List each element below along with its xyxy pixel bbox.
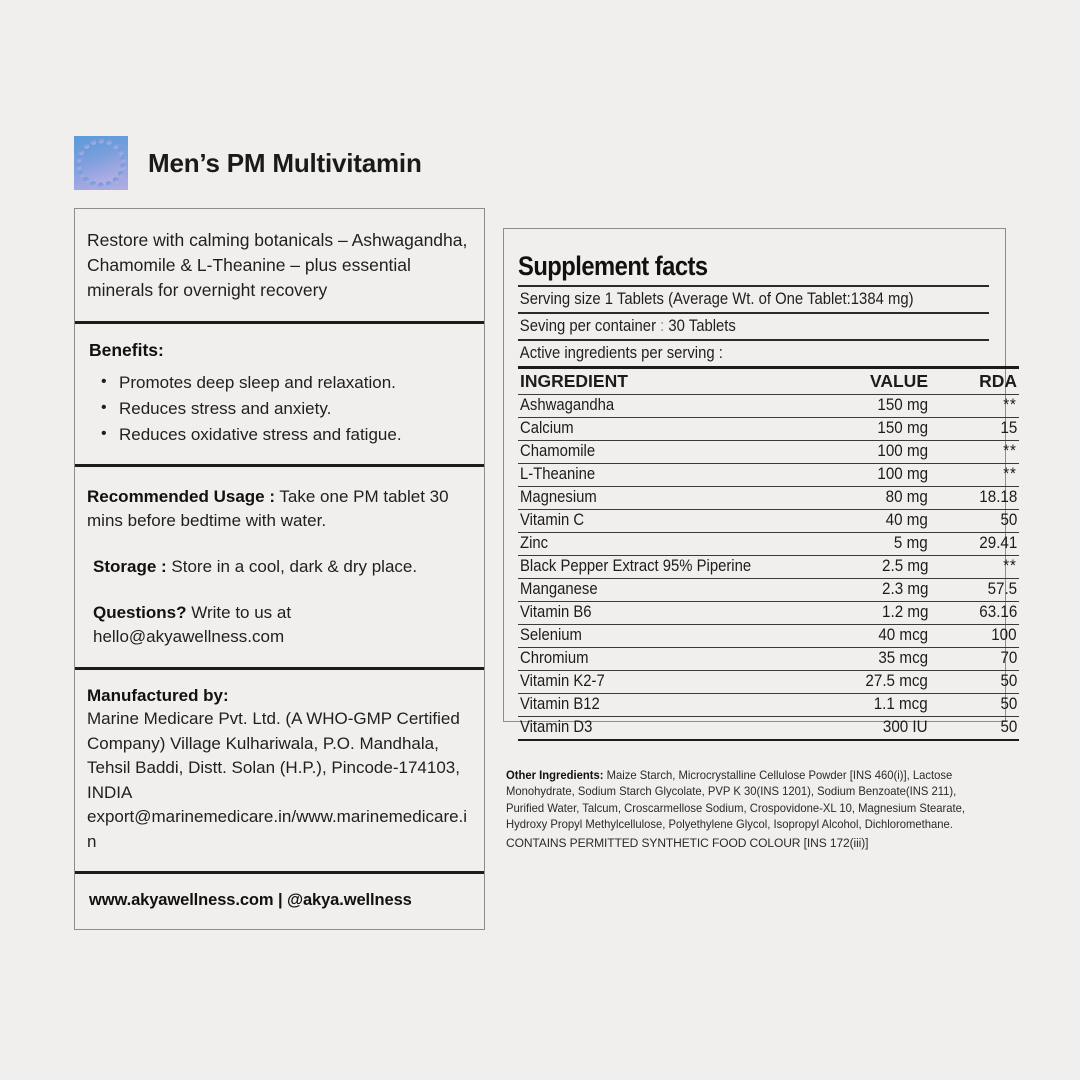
- cell-ingredient: [518, 441, 820, 464]
- ingredient-name: L-Theanine: [520, 465, 596, 483]
- table-row: [518, 441, 1019, 464]
- website-footer-section: [75, 874, 484, 929]
- ingredient-rda: **: [1003, 396, 1017, 414]
- ingredient-table: [518, 366, 1019, 741]
- ingredient-rda: 50: [1000, 672, 1017, 690]
- cell-value: [820, 556, 954, 579]
- questions-text: Write to us at hello@akyawellness.com: [93, 603, 292, 646]
- ingredient-name: Vitamin B12: [520, 695, 600, 713]
- supplement-facts-inner: [518, 251, 1017, 741]
- table-row: [518, 579, 1019, 602]
- cell-value: [820, 418, 954, 441]
- ingredient-value: 100 mg: [877, 442, 928, 460]
- ingredient-value: 2.3 mg: [881, 580, 928, 598]
- storage-label: Storage :: [93, 557, 167, 576]
- cell-ingredient: [518, 717, 820, 741]
- ingredient-value: 300 IU: [883, 718, 928, 736]
- supplement-facts-title: Supplement facts: [518, 251, 708, 281]
- recommended-usage: [87, 485, 470, 533]
- servings-label: Seving per container: [519, 317, 657, 335]
- table-body: [518, 395, 1019, 741]
- cell-ingredient: [518, 556, 820, 579]
- cell-rda: [954, 510, 1019, 533]
- benefits-section: [75, 324, 484, 467]
- table-row: [518, 717, 1019, 741]
- ingredient-rda: 70: [1000, 649, 1017, 667]
- ingredient-value: 35 mcg: [878, 649, 928, 667]
- ingredient-rda: 57.5: [987, 580, 1017, 598]
- ingredient-name: Vitamin K2-7: [520, 672, 605, 690]
- website-social-line: www.akyawellness.com | @akya.wellness: [89, 891, 412, 909]
- cell-value: [820, 648, 954, 671]
- cell-rda: [954, 418, 1019, 441]
- cell-rda: [954, 671, 1019, 694]
- cell-ingredient: [518, 671, 820, 694]
- scalloped-badge-icon: [74, 136, 128, 190]
- table-row: [518, 671, 1019, 694]
- cell-value: [820, 510, 954, 533]
- active-ingredients-line: Active ingredients per serving :: [519, 344, 723, 362]
- intro-section: [75, 209, 484, 324]
- column-header-ingredient: INGREDIENT: [518, 368, 820, 395]
- cell-ingredient: [518, 694, 820, 717]
- cell-rda: [954, 717, 1019, 741]
- cell-value: [820, 717, 954, 741]
- storage-line: [87, 555, 470, 579]
- other-ingredients-label: Other Ingredients:: [506, 769, 604, 782]
- ingredient-name: Chamomile: [520, 442, 596, 460]
- ingredient-value: 100 mg: [877, 465, 928, 483]
- cell-value: [820, 533, 954, 556]
- table-row: [518, 533, 1019, 556]
- storage-text: Store in a cool, dark & dry place.: [166, 557, 418, 576]
- cell-rda: [954, 533, 1019, 556]
- cell-rda: [954, 464, 1019, 487]
- ingredient-rda: **: [1003, 557, 1017, 575]
- cell-rda: [954, 648, 1019, 671]
- ingredient-value: 150 mg: [877, 419, 928, 437]
- cell-rda: [954, 694, 1019, 717]
- cell-ingredient: [518, 464, 820, 487]
- cell-ingredient: [518, 533, 820, 556]
- table-row: [518, 487, 1019, 510]
- ingredient-rda: **: [1003, 465, 1017, 483]
- usage-section: [75, 467, 484, 670]
- table-row: [518, 625, 1019, 648]
- manufactured-by-label: Manufactured by:: [87, 686, 229, 705]
- table-row: [518, 510, 1019, 533]
- cell-rda: [954, 625, 1019, 648]
- cell-value: [820, 602, 954, 625]
- column-header-rda: RDA: [954, 368, 1019, 395]
- cell-rda: [954, 602, 1019, 625]
- ingredient-value: 2.5 mg: [881, 557, 928, 575]
- table-row: [518, 418, 1019, 441]
- brand-header: [74, 136, 422, 190]
- table-head: [518, 368, 1019, 395]
- ingredient-value: 80 mg: [885, 488, 928, 506]
- cell-ingredient: [518, 487, 820, 510]
- list-item: • Reduces oxidative stress and fatigue.: [99, 422, 470, 448]
- cell-value: [820, 464, 954, 487]
- ingredient-name: Vitamin C: [520, 511, 585, 529]
- benefits-list: [87, 370, 470, 448]
- usage-label: Recommended Usage :: [87, 487, 275, 506]
- ingredient-value: 40 mg: [885, 511, 928, 529]
- benefits-heading: Benefits:: [89, 340, 164, 360]
- usage-text: Take one PM tablet 30 mins before bedtime with water.: [87, 487, 449, 530]
- ingredient-name: Ashwagandha: [520, 396, 615, 414]
- ingredient-name: Manganese: [520, 580, 598, 598]
- ingredient-name: Vitamin D3: [520, 718, 593, 736]
- other-ingredients-text: Maize Starch, Microcrystalline Cellulose Powder [INS 460(i)], Lactose Monohydrate, Sodium Starch Glycolate, PVP K 30(INS 1201), Sodium Benzoate(INS 211), Purified Water, Talcum, Croscarmellose Sodium, Crospovidone-XL 10, Magnesium Stearate, Hydroxy Propyl Methylcellulose, Polyethylene Glycol, Isopropyl Alcohol, Dichloromethane.: [506, 769, 966, 832]
- ingredient-value: 1.2 mg: [881, 603, 928, 621]
- food-colour-statement: CONTAINS PERMITTED SYNTHETIC FOOD COLOUR [INS 172(iii)]: [506, 835, 869, 850]
- ingredient-rda: 50: [1000, 718, 1017, 736]
- list-item: • Promotes deep sleep and relaxation.: [99, 370, 470, 396]
- cell-ingredient: [518, 625, 820, 648]
- table-row: [518, 648, 1019, 671]
- table-header-row: [518, 368, 1019, 395]
- ingredient-name: Black Pepper Extract 95% Piperine: [520, 557, 752, 575]
- ingredient-name: Calcium: [520, 419, 574, 437]
- cell-rda: [954, 556, 1019, 579]
- ingredient-value: 5 mg: [894, 534, 928, 552]
- table-row: [518, 395, 1019, 418]
- table-row: [518, 464, 1019, 487]
- product-title: Men’s PM Multivitamin: [148, 147, 422, 178]
- ingredient-value: 1.1 mcg: [873, 695, 928, 713]
- cell-value: [820, 625, 954, 648]
- cell-ingredient: [518, 418, 820, 441]
- ingredient-value: 27.5 mcg: [865, 672, 928, 690]
- cell-rda: [954, 395, 1019, 418]
- questions-line: [87, 601, 470, 649]
- ingredient-rda: 100: [991, 626, 1017, 644]
- cell-rda: [954, 487, 1019, 510]
- table-row: [518, 556, 1019, 579]
- ingredient-rda: 63.16: [979, 603, 1017, 621]
- ingredient-rda: 18.18: [979, 488, 1017, 506]
- cell-ingredient: [518, 602, 820, 625]
- manufacturer-address: Marine Medicare Pvt. Ltd. (A WHO-GMP Certified Company) Village Kulhariwala, P.O. Mandhala, Tehsil Baddi, Distt. Solan (H.P.), Pincode-174103, INDIA export@marinemedicare.in/www.marinemedicare.in: [87, 709, 468, 851]
- ingredient-rda: 15: [1000, 419, 1017, 437]
- ingredient-value: 40 mcg: [878, 626, 928, 644]
- ingredient-rda: 29.41: [979, 534, 1017, 552]
- cell-ingredient: [518, 579, 820, 602]
- ingredient-value: 150 mg: [877, 396, 928, 414]
- cell-value: [820, 671, 954, 694]
- cell-rda: [954, 441, 1019, 464]
- servings-per-container-line: [518, 314, 942, 339]
- column-header-value: VALUE: [820, 368, 954, 395]
- serving-size-line: Serving size 1 Tablets (Average Wt. of One Tablet:1384 mg): [519, 290, 914, 308]
- cell-value: [820, 487, 954, 510]
- other-ingredients-block: [506, 768, 997, 851]
- cell-ingredient: [518, 510, 820, 533]
- manufacturer-section: [75, 670, 484, 874]
- ingredient-name: Chromium: [520, 649, 589, 667]
- intro-text: Restore with calming botanicals – Ashwagandha, Chamomile & L-Theanine – plus essential minerals for overnight recovery: [87, 230, 468, 300]
- ingredient-name: Vitamin B6: [520, 603, 592, 621]
- cell-ingredient: [518, 648, 820, 671]
- ingredient-rda: **: [1003, 442, 1017, 460]
- ingredient-rda: 50: [1000, 511, 1017, 529]
- ingredient-name: Zinc: [520, 534, 549, 552]
- table-row: [518, 694, 1019, 717]
- questions-label: Questions?: [93, 603, 187, 622]
- cell-value: [820, 694, 954, 717]
- ingredient-rda: 50: [1000, 695, 1017, 713]
- cell-value: [820, 395, 954, 418]
- cell-rda: [954, 579, 1019, 602]
- table-row: [518, 602, 1019, 625]
- cell-value: [820, 579, 954, 602]
- supplement-facts-panel: [503, 228, 1017, 736]
- servings-value: 30 Tablets: [668, 317, 736, 335]
- list-item: • Reduces stress and anxiety.: [99, 396, 470, 422]
- ingredient-name: Magnesium: [520, 488, 597, 506]
- servings-separator: :: [656, 317, 669, 335]
- cell-value: [820, 441, 954, 464]
- ingredient-name: Selenium: [520, 626, 582, 644]
- product-info-card: [74, 208, 485, 930]
- cell-ingredient: [518, 395, 820, 418]
